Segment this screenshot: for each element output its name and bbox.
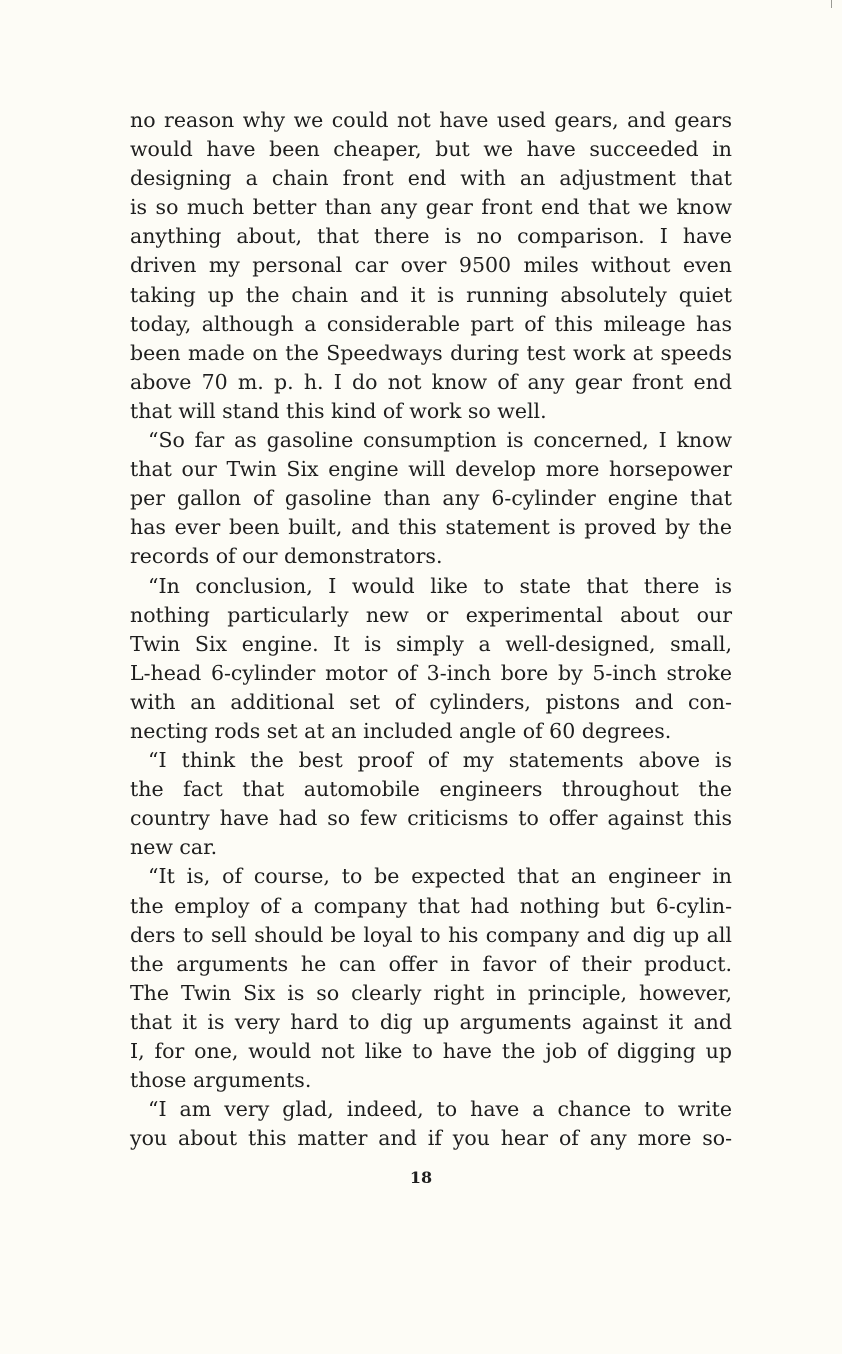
text-line: would have been cheaper, but we have succeeded in bbox=[130, 137, 732, 162]
text-line: above 70 m. p. h. I do not know of any gear front end bbox=[130, 369, 732, 394]
text-line: L-head 6-cylinder motor of 3-inch bore by 5-inch stroke bbox=[130, 660, 732, 685]
text-line: today, although a considerable part of this mileage has bbox=[130, 311, 732, 336]
page-edge-mark bbox=[831, 0, 832, 8]
text-line: driven my personal car over 9500 miles without even bbox=[130, 253, 732, 278]
text-line: records of our demonstrators. bbox=[130, 544, 443, 569]
text-line: the employ of a company that had nothing but 6-cylin- bbox=[130, 893, 732, 918]
text-line: country have had so few criticisms to offer against this bbox=[130, 806, 732, 831]
paragraph bbox=[130, 572, 732, 747]
text-line: “I think the best proof of my statements above is bbox=[148, 748, 732, 773]
paragraph bbox=[130, 426, 732, 571]
text-line: the fact that automobile engineers throughout the bbox=[130, 777, 732, 802]
text-line: I, for one, would not like to have the job of digging up bbox=[130, 1039, 732, 1063]
text-line: that it is very hard to dig up arguments against it and bbox=[130, 1009, 732, 1034]
body-text bbox=[130, 106, 732, 1153]
text-line: you about this matter and if you hear of any more so- bbox=[130, 1126, 732, 1151]
text-line: “I am very glad, indeed, to have a chance to write bbox=[148, 1097, 732, 1122]
text-line: with an additional set of cylinders, pistons and con- bbox=[130, 689, 732, 714]
text-line: anything about, that there is no comparison. I have bbox=[130, 224, 732, 249]
text-line: no reason why we could not have used gears, and gears bbox=[130, 108, 732, 132]
text-line: designing a chain front end with an adjustment that bbox=[130, 166, 732, 191]
text-line: “It is, of course, to be expected that an engineer in bbox=[148, 864, 732, 889]
text-line: has ever been built, and this statement is proved by the bbox=[130, 515, 732, 540]
text-line: is so much better than any gear front end that we know bbox=[130, 195, 732, 220]
text-line: necting rods set at an included angle of 60 degrees. bbox=[130, 718, 672, 743]
text-line: “So far as gasoline consumption is concerned, I know bbox=[148, 428, 732, 453]
text-line: Twin Six engine. It is simply a well-designed, small, bbox=[130, 631, 732, 656]
text-line: nothing particularly new or experimental about our bbox=[130, 602, 732, 627]
paragraph bbox=[130, 746, 732, 862]
text-line: that will stand this kind of work so well. bbox=[130, 398, 547, 423]
page-number: 18 bbox=[409, 1168, 433, 1187]
text-line: taking up the chain and it is running absolutely quiet bbox=[130, 282, 732, 307]
text-line: “In conclusion, I would like to state that there is bbox=[148, 573, 732, 598]
text-line: that our Twin Six engine will develop more horsepower bbox=[130, 457, 732, 482]
text-line: per gallon of gasoline than any 6-cylinder engine that bbox=[130, 486, 732, 511]
paragraph bbox=[130, 862, 732, 1095]
text-line: The Twin Six is so clearly right in principle, however, bbox=[130, 980, 732, 1005]
paragraph bbox=[130, 106, 732, 426]
paragraph bbox=[130, 1095, 732, 1153]
text-line: those arguments. bbox=[130, 1068, 312, 1093]
text-line: ders to sell should be loyal to his company and dig up all bbox=[130, 922, 732, 947]
text-line: new car. bbox=[130, 835, 218, 860]
text-line: the arguments he can offer in favor of their product. bbox=[130, 951, 732, 976]
text-line: been made on the Speedways during test work at speeds bbox=[130, 340, 732, 365]
